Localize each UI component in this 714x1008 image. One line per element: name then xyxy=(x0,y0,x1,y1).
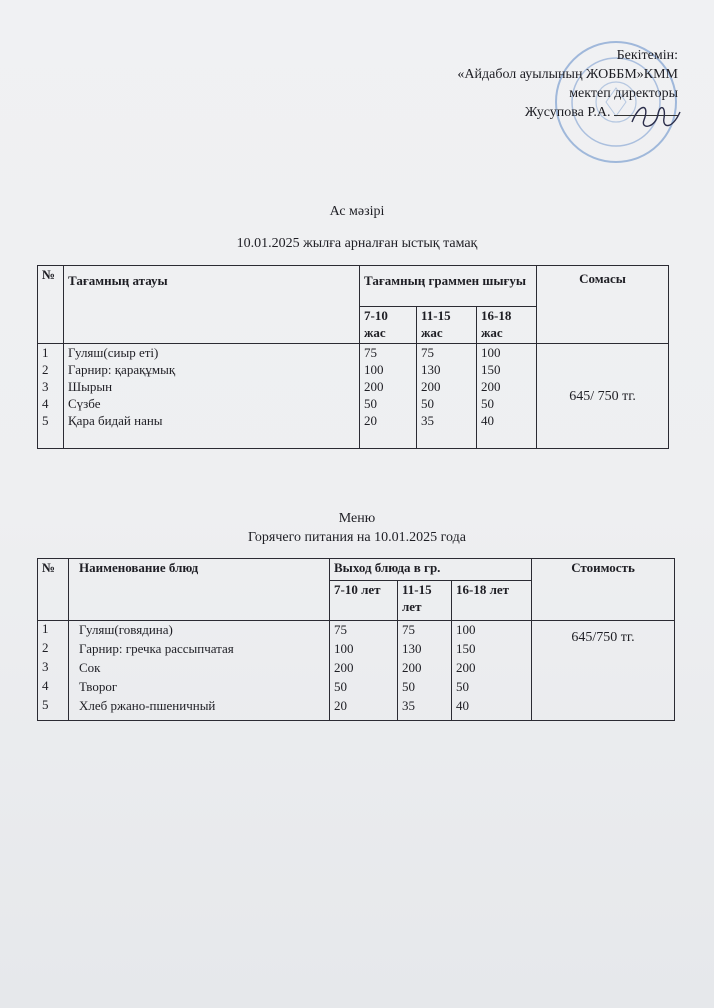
row-number: 5 xyxy=(42,697,49,712)
row-number: 5 xyxy=(42,413,49,428)
ru-menu-table xyxy=(37,558,675,721)
ru-header-number: № xyxy=(38,559,69,621)
dish-name: Сок xyxy=(79,660,101,675)
gram-value: 100 xyxy=(364,362,384,377)
kz-number-column xyxy=(38,344,64,449)
kz-header-number: № xyxy=(38,266,64,344)
gram-value: 200 xyxy=(421,379,441,394)
dish-name: Гуляш(говядина) xyxy=(79,622,173,637)
gram-value: 50 xyxy=(421,396,434,411)
row-number: 2 xyxy=(42,640,49,655)
gram-value: 150 xyxy=(481,362,501,377)
ru-number-column xyxy=(38,621,69,721)
approval-line-3: мектеп директоры xyxy=(569,86,678,101)
gram-value: 130 xyxy=(421,362,441,377)
director-name: Жусупова Р.А. xyxy=(524,105,611,120)
gram-value: 50 xyxy=(364,396,377,411)
gram-value: 20 xyxy=(334,698,347,713)
kz-dish-column xyxy=(64,344,360,449)
dish-name: Қара бидай наны xyxy=(68,413,163,428)
ru-menu-subtitle: Горячего питания на 10.01.2025 года xyxy=(248,530,466,545)
kz-header-output: Тағамның граммен шығуы xyxy=(360,266,537,307)
gram-value: 200 xyxy=(402,660,422,675)
ru-header-output: Выход блюда в гр. xyxy=(330,559,532,581)
gram-value: 35 xyxy=(421,413,434,428)
ru-price: 645/750 тг. xyxy=(532,621,675,721)
kz-header-age-16-18: 16-18 жас xyxy=(477,307,537,344)
gram-value: 100 xyxy=(456,622,476,637)
kz-menu-table xyxy=(37,265,669,449)
gram-value: 200 xyxy=(334,660,354,675)
kz-grams-7-10 xyxy=(360,344,417,449)
gram-value: 100 xyxy=(481,345,501,360)
approval-line-1: Бекітемін: xyxy=(616,48,678,63)
gram-value: 100 xyxy=(334,641,354,656)
gram-value: 40 xyxy=(456,698,469,713)
kz-menu-subtitle: 10.01.2025 жылға арналған ыстық тамақ xyxy=(236,236,478,251)
gram-value: 75 xyxy=(334,622,347,637)
ru-header-age-7-10: 7-10 лет xyxy=(330,581,398,621)
gram-value: 35 xyxy=(402,698,415,713)
kz-header-dish: Тағамның атауы xyxy=(64,266,360,344)
row-number: 2 xyxy=(42,362,49,377)
dish-name: Сүзбе xyxy=(68,396,101,411)
gram-value: 40 xyxy=(481,413,494,428)
gram-value: 150 xyxy=(456,641,476,656)
dish-name: Шырын xyxy=(68,379,113,394)
ru-menu-title: Меню xyxy=(338,511,376,526)
kz-grams-11-15 xyxy=(417,344,477,449)
dish-name: Гуляш(сиыр еті) xyxy=(68,345,159,360)
gram-value: 200 xyxy=(481,379,501,394)
kz-price: 645/ 750 тг. xyxy=(537,344,669,449)
gram-value: 75 xyxy=(402,622,415,637)
gram-value: 75 xyxy=(421,345,434,360)
row-number: 3 xyxy=(42,659,49,674)
ru-header-age-16-18: 16-18 лет xyxy=(452,581,532,621)
approval-line-2: «Айдабол ауылының ЖОББМ»КММ xyxy=(457,67,678,82)
dish-name: Гарнир: қарақұмық xyxy=(68,362,176,377)
gram-value: 75 xyxy=(364,345,377,360)
kz-header-price: Сомасы xyxy=(537,266,669,344)
ru-header-age-11-15: 11-15 лет xyxy=(398,581,452,621)
ru-header-price: Стоимость xyxy=(532,559,675,621)
row-number: 3 xyxy=(42,379,49,394)
row-number: 1 xyxy=(42,621,49,636)
ru-header-dish: Наименование блюд xyxy=(69,559,330,621)
ru-grams-16-18 xyxy=(452,621,532,721)
kz-grams-16-18 xyxy=(477,344,537,449)
gram-value: 200 xyxy=(456,660,476,675)
ru-dish-column xyxy=(69,621,330,721)
ru-grams-7-10 xyxy=(330,621,398,721)
dish-name: Творог xyxy=(79,679,118,694)
dish-name: Хлеб ржано-пшеничный xyxy=(79,698,216,713)
gram-value: 50 xyxy=(456,679,469,694)
kz-menu-title: Ас мәзірі xyxy=(329,204,385,219)
gram-value: 50 xyxy=(334,679,347,694)
dish-name: Гарнир: гречка рассыпчатая xyxy=(79,641,234,656)
gram-value: 50 xyxy=(402,679,415,694)
kz-header-age-11-15: 11-15 жас xyxy=(417,307,477,344)
gram-value: 20 xyxy=(364,413,377,428)
gram-value: 200 xyxy=(364,379,384,394)
director-signature xyxy=(626,100,686,134)
row-number: 4 xyxy=(42,678,49,693)
gram-value: 130 xyxy=(402,641,422,656)
row-number: 1 xyxy=(42,345,49,360)
ru-grams-11-15 xyxy=(398,621,452,721)
gram-value: 50 xyxy=(481,396,494,411)
kz-header-age-7-10: 7-10 жас xyxy=(360,307,417,344)
row-number: 4 xyxy=(42,396,49,411)
